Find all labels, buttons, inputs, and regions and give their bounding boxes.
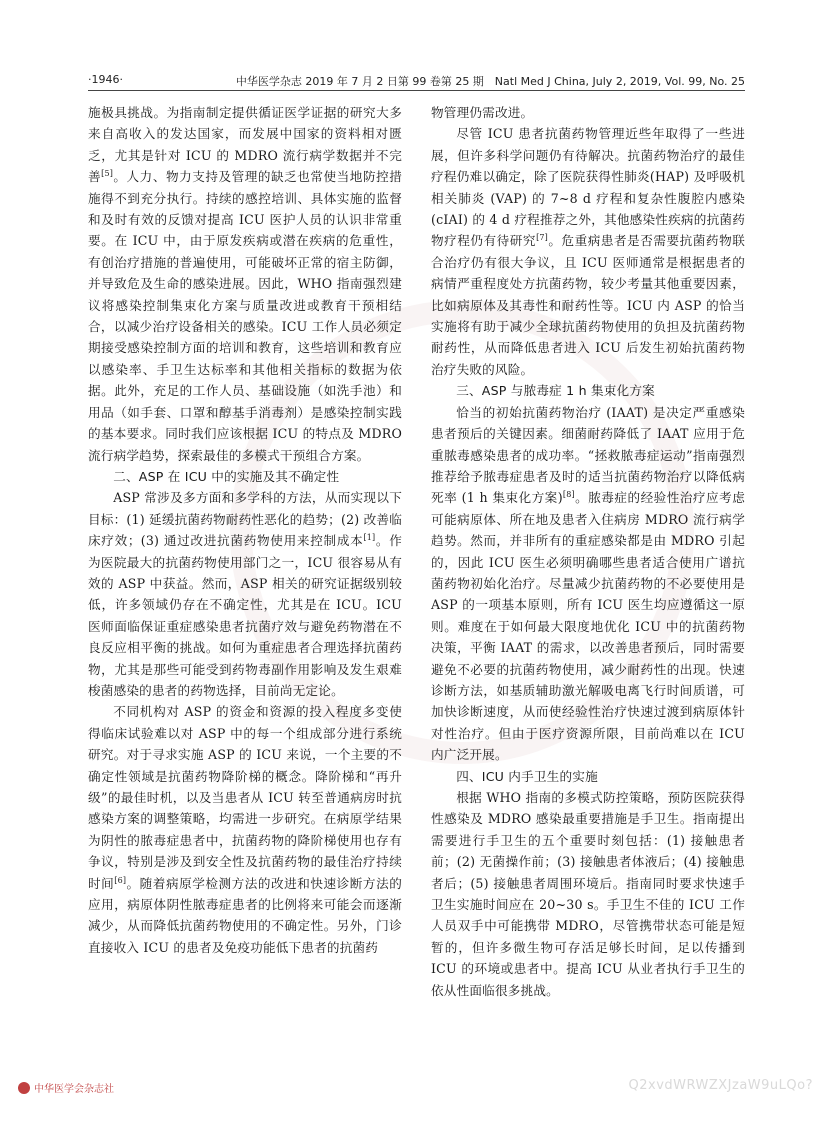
section-heading: 三、ASP 与脓毒症 1 h 集束化方案 [456,383,655,399]
download-watermark-code: Q2xvdWRWZXJzaW9uLQo? [628,1078,813,1093]
publisher-logo [18,1080,114,1095]
section-heading: 二、ASP 在 ICU 中的实施及其不确定性 [113,468,340,484]
paragraph: 根据 WHO 指南的多模式防控策略，预防医院获得性感染及 MDRO 感染最重要措施是手卫生。指南提出需要进行手卫生的五个重要时刻包括：(1) 接触患者前；(2) 无菌操作前；(3) 接触患者体液后；(4) 接触患者后；(5) 接触患者周围环境后。指南同时要求快速手卫生实施时间应在 20~30 s。手卫生不佳的 ICU 工作人员双手中可能携带 MDRO，尽管携带状态可能是短暂的，但许多微生物可存活足够长时间，足以传播到 ICU 的环境或患者中。提高 ICU 从业者执行手卫生的依从性面临很多挑战。 [431,790,745,998]
journal-citation: 中华医学杂志 2019 年 7 月 2 日第 99 卷第 25 期 Natl Med J China, July 2, 2019, Vol. 99, No. 25 [235,75,745,88]
paragraph: 恰当的初始抗菌药物治疗 (IAAT) 是决定严重感染患者预后的关键因素。细菌耐药降低了 IAAT 应用于危重脓毒感染患者的成功率。“拯救脓毒症运动”指南强烈推荐给予脓毒症患者及时的适当抗菌药物治疗以降低病死率 (1 h 集束化方案)[8]。脓毒症的经验性治疗应考虑可能病原体、所在地及患者入住病房 MDRO 流行病学趋势。然而，并非所有的重症感染都是由 MDRO 引起的，因此 ICU 医生必须明确哪些患者适合使用广谱抗菌药物初始化治疗。尽量减少抗菌药物的不必要使用是 ASP 的一项基本原则，所有 ICU 医生均应遵循这一原则。难度在于如何最大限度地优化 ICU 中的抗菌药物决策，平衡 IAAT 的需求，以改善患者预后，同时需要避免不必要的抗菌药物使用，减少耐药性的出现。快速诊断方法，如基质辅助激光解吸电离飞行时间质谱，可加快诊断速度，从而使经验性治疗快速过渡到病原体针对性治疗。但由于医疗资源所限，目前尚难以在 ICU 内广泛开展。 [431,404,745,763]
paragraph: 物管理仍需改进。 [431,105,534,120]
paragraph: ASP 常涉及多方面和多学科的方法，从而实现以下目标：(1) 延缓抗菌药物耐药性恶化的趋势；(2) 改善临床疗效；(3) 通过改进抗菌药物使用来控制成本[1]。作为医院最大的抗菌药物使用部门之一，ICU 很容易从有效的 ASP 中获益。然而，ASP 相关的研究证据级别较低，许多领域仍存在不确定性，尤其是在 ICU。ICU 医师面临保证重症感染患者抗菌疗效与避免药物潜在不良反应相平衡的挑战。如何为重症患者合理选择抗菌药物，尤其是那些可能受到药物毒副作用影响及发生艰难梭菌感染的患者的药物选择，目前尚无定论。 [88,490,402,698]
publisher-logo-icon [18,1082,30,1094]
reference-mark[interactable]: [5] [101,169,114,179]
reference-mark[interactable]: [7] [536,233,548,243]
publisher-logo-text: 中华医学会杂志社 [34,1084,114,1095]
page-number: ·1946· [88,73,123,86]
paragraph: 不同机构对 ASP 的资金和资源的投入程度多变使得临床试验难以对 ASP 中的每一个组成部分进行系统研究。对于寻求实施 ASP 的 ICU 来说，一个主要的不确定性领域是抗菌药物降阶梯的概念。降阶梯和“再升级”的最佳时机，以及当患者从 ICU 转至普通病房时抗感染方案的调整策略，均需进一步研究。在病原学结果为阴性的脓毒症患者中，抗菌药物的降阶梯使用也存有争议，特别是涉及到安全性及抗菌药物的最佳治疗持续时间[6]。随着病原学检测方法的改进和快速诊断方法的应用，病原体阴性脓毒症患者的比例将来可能会而逐渐减少，从而降低抗菌药物使用的不确定性。另外，门诊直接收入 ICU 的患者及免疫功能低下患者的抗菌药 [88,704,402,955]
section-heading: 四、ICU 内手卫生的实施 [456,768,598,784]
reference-mark[interactable]: [8] [562,490,575,500]
left-column [88,102,402,958]
reference-mark[interactable]: [6] [114,875,127,885]
reference-mark[interactable]: [1] [363,532,376,542]
running-header [88,72,745,91]
paragraph: 尽管 ICU 患者抗菌药物管理近些年取得了一些进展，但许多科学问题仍有待解决。抗菌药物治疗的最佳疗程仍难以确定，除了医院获得性肺炎(HAP) 及呼吸机相关肺炎 (VAP) 的 7~8 d 疗程和复杂性腹腔内感染 (cIAI) 的 4 d 疗程推荐之外，其他感染性疾病的抗菌药物疗程仍有待研究[7]。危重病患者是否需要抗菌药物联合治疗仍有很大争议，且 ICU 医师通常是根据患者的病情严重程度处方抗菌药物，较少考量其他重要因素，比如病原体及其毒性和耐药性等。ICU 内 ASP 的恰当实施将有助于减少全球抗菌药物使用的负担及抗菌药物耐药性，从而降低患者进入 ICU 后发生初始抗菌药物治疗失败的风险。 [431,126,745,377]
paragraph: 施极具挑战。为指南制定提供循证医学证据的研究大多来自高收入的发达国家，而发展中国家的资料相对匮乏，尤其是针对 ICU 的 MDRO 流行病学数据并不完善[5]。人力、物力支持及管理的缺乏也常使当地防控措施得不到充分执行。持续的感控培训、具体实施的监督和及时有效的反馈对提高 ICU 医护人员的认识非常重要。在 ICU 中，由于原发疾病或潜在疾病的危重性，有创治疗措施的普遍使用，可能破坏正常的宿主防御，并导致危及生命的感染进展。因此，WHO 指南强烈建议将感染控制集束化方案与质量改进或教育干预相结合，以减少治疗设备相关的感染。ICU 工作人员必须定期接受感染控制方面的培训和教育，这些培训和教育应以感染率、手卫生达标率和其他相关指标的数据为依据。此外，充足的工作人员、基础设施（如洗手池）和用品（如手套、口罩和醇基手消毒剂）是感染控制实践的基本要求。同时我们应该根据 ICU 的特点及 MDRO 流行病学趋势，探索最佳的多模式干预组合方案。 [88,105,402,463]
right-column [431,102,745,1001]
